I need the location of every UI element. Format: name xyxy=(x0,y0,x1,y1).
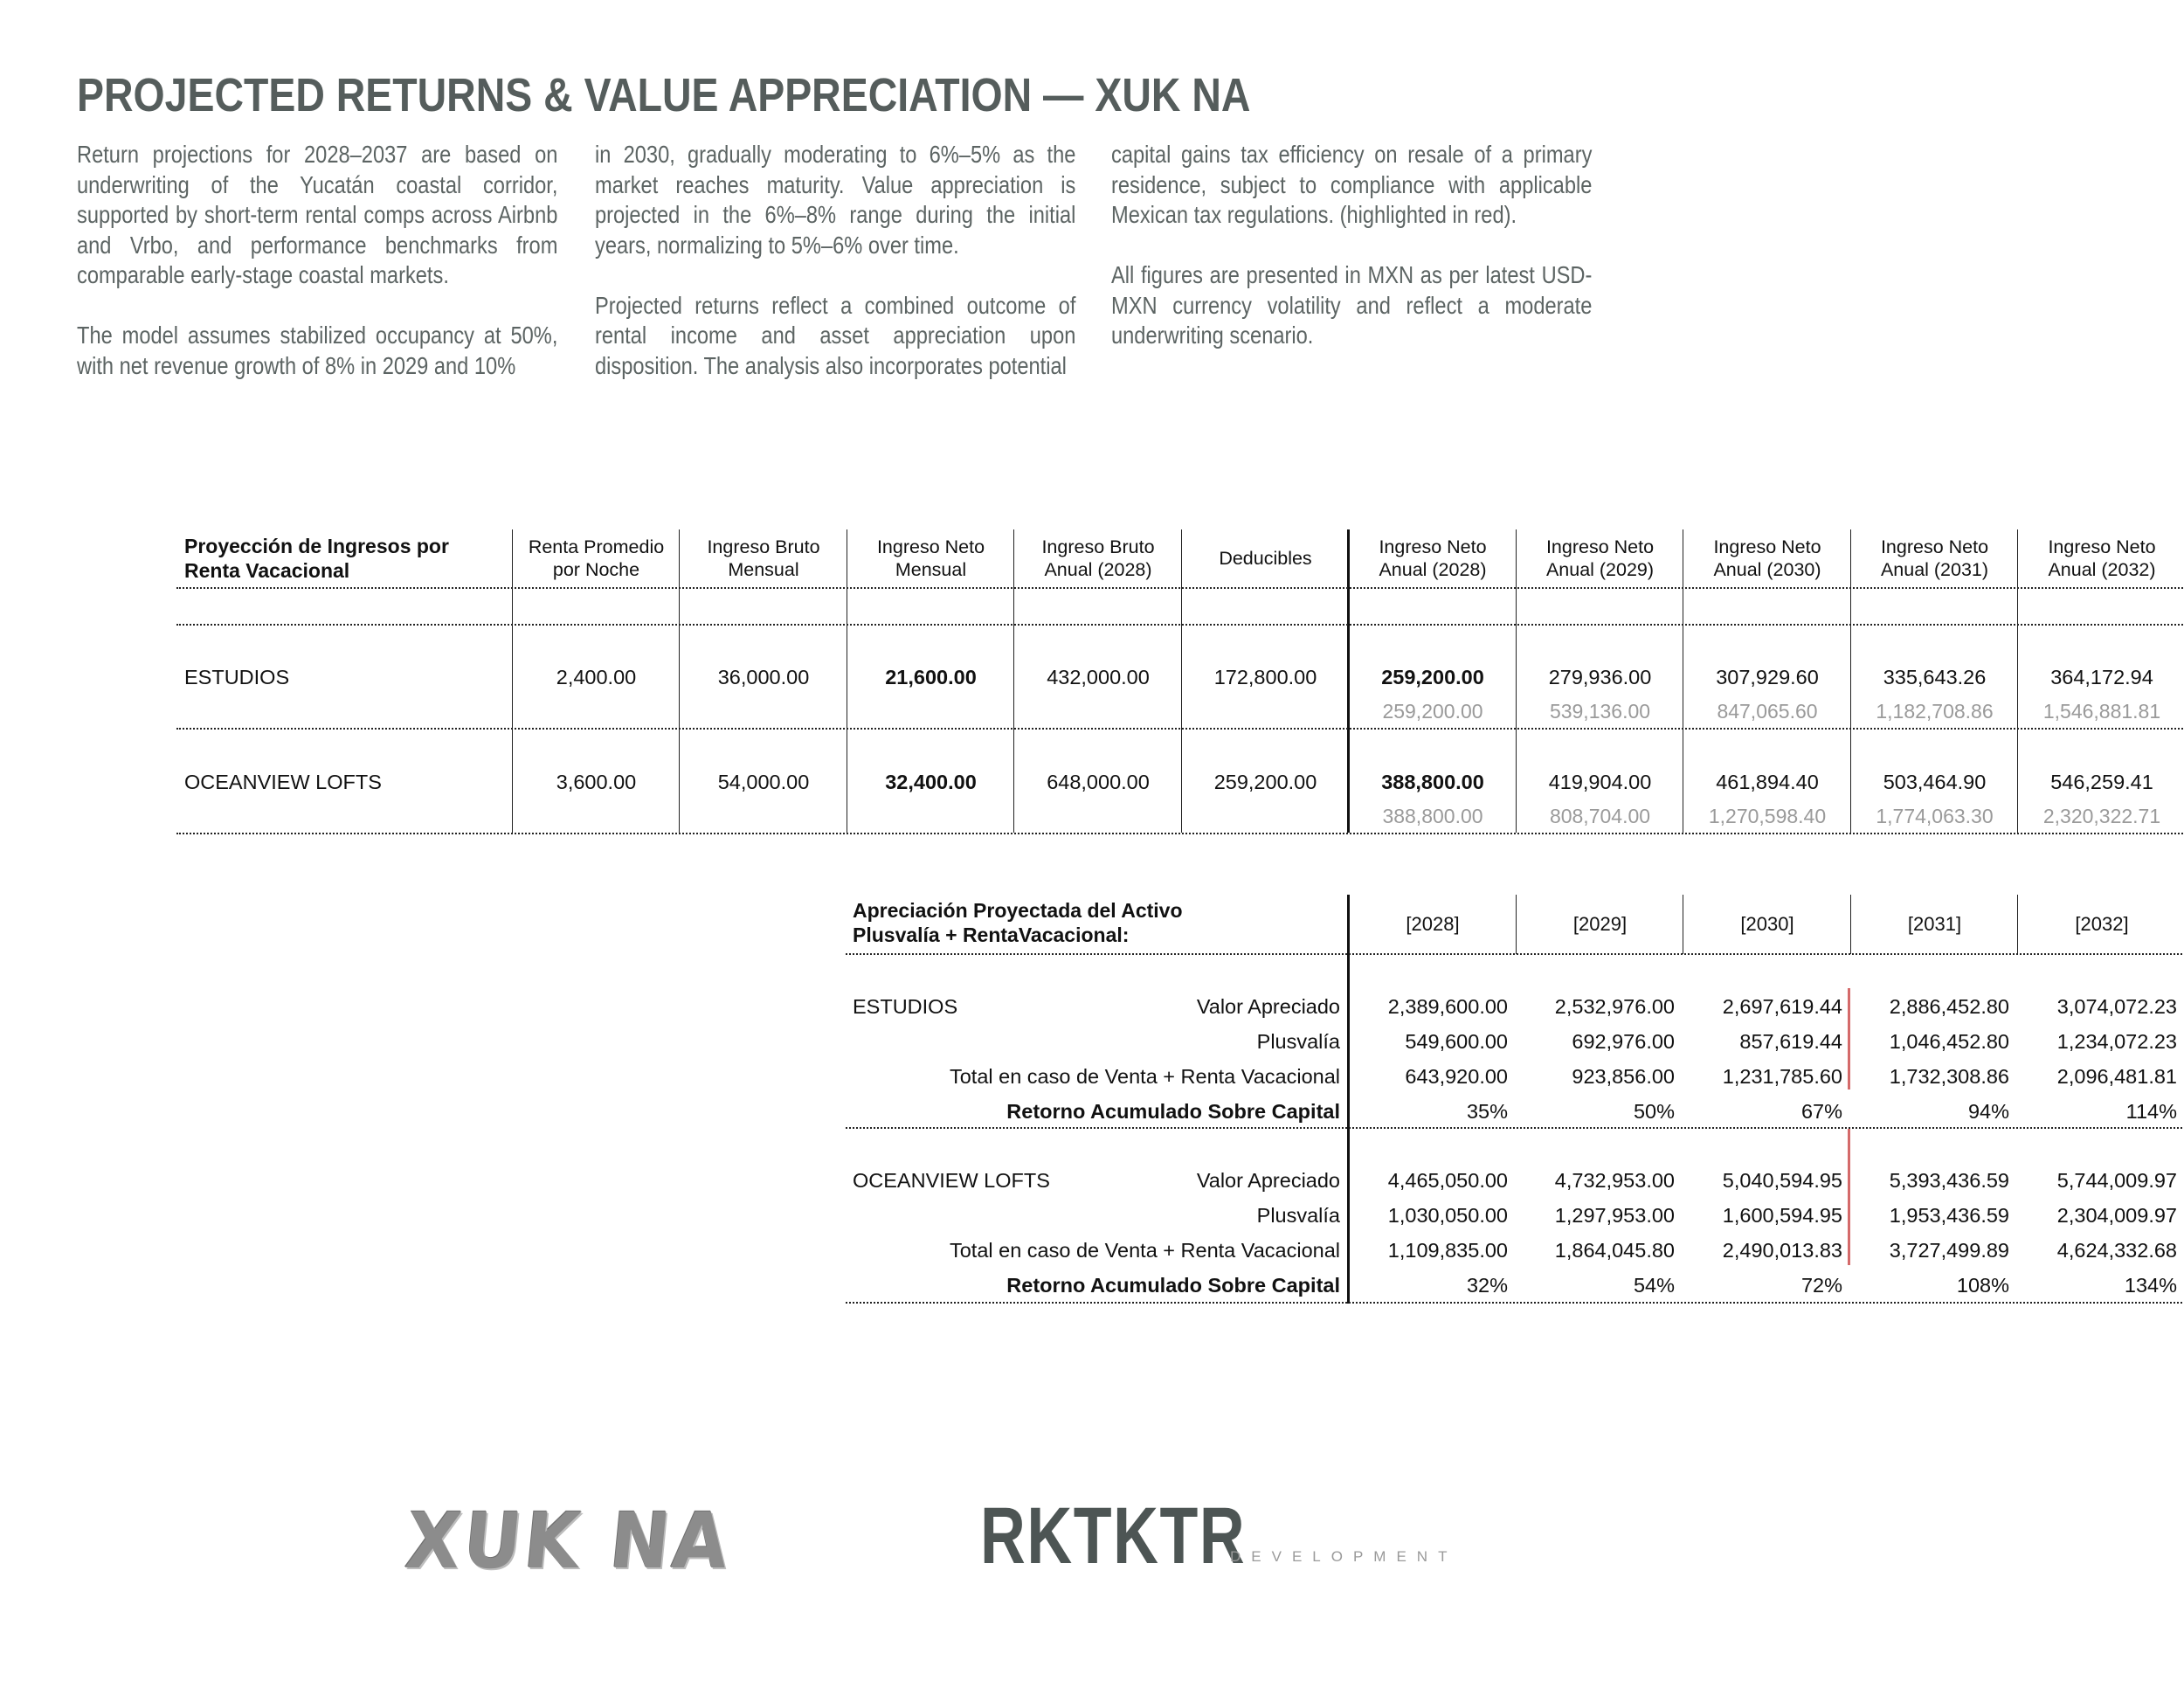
intro-column-1 xyxy=(77,140,557,381)
appreciation-cell: 4,465,050.00 xyxy=(1387,1169,1508,1192)
column-header: por Noche xyxy=(552,559,640,580)
tax-highlight-marker xyxy=(1848,1129,1850,1265)
appreciation-cell: 67% xyxy=(1800,1100,1842,1123)
intro-paragraph: The model assumes stabilized occupancy at 50%, with net revenue growth of 8% in 2029 and 10% xyxy=(77,322,558,379)
income-cell: 259,200.00 xyxy=(1213,771,1317,793)
income-cell: 388,800.00 xyxy=(1381,771,1484,793)
appreciation-cell: 5,744,009.97 xyxy=(2056,1169,2177,1192)
appreciation-cell: 692,976.00 xyxy=(1572,1030,1675,1053)
page-title: PROJECTED RETURNS & VALUE APPRECIATION — XUK NA xyxy=(77,69,1251,121)
appreciation-cell: 5,040,594.95 xyxy=(1722,1169,1842,1192)
income-cell: 2,400.00 xyxy=(556,666,637,688)
cumulative-income-cell: 1,774,063.30 xyxy=(1876,805,1994,827)
xuk-na-logo: XUK NA xyxy=(402,1496,736,1586)
appreciation-cell: 1,030,050.00 xyxy=(1387,1204,1508,1227)
appreciation-cell: 54% xyxy=(1633,1274,1675,1297)
income-cell: 307,929.60 xyxy=(1716,666,1819,688)
appreciation-cell: 2,532,976.00 xyxy=(1554,995,1675,1018)
appreciation-cell: 1,864,045.80 xyxy=(1554,1239,1675,1262)
row-divider xyxy=(846,1302,2184,1304)
appreciation-cell: 2,697,619.44 xyxy=(1722,995,1842,1018)
appreciation-cell: 2,886,452.80 xyxy=(1889,995,2009,1018)
income-cell: 279,936.00 xyxy=(1548,666,1652,688)
appreciation-cell: 3,074,072.23 xyxy=(2056,995,2177,1018)
appreciation-cell: 50% xyxy=(1633,1100,1675,1123)
column-header: Ingreso Bruto xyxy=(1041,536,1155,557)
appreciation-cell: 2,389,600.00 xyxy=(1387,995,1508,1018)
income-table-label: Renta Vacacional xyxy=(184,559,350,582)
appreciation-cell: 1,046,452.80 xyxy=(1889,1030,2009,1053)
appreciation-cell: 94% xyxy=(1967,1100,2009,1123)
income-cell: 461,894.40 xyxy=(1716,771,1819,793)
row-divider xyxy=(846,953,2184,955)
row-divider xyxy=(176,624,2184,626)
cumulative-income-cell: 1,546,881.81 xyxy=(2042,700,2161,723)
row-divider xyxy=(846,1127,2184,1129)
column-header: Anual (2030) xyxy=(1713,559,1821,580)
appreciation-cell: 2,096,481.81 xyxy=(2056,1065,2177,1088)
column-header: Ingreso Bruto xyxy=(707,536,820,557)
column-header: Ingreso Neto xyxy=(1379,536,1487,557)
group-label: OCEANVIEW LOFTS xyxy=(853,1169,1050,1192)
year-header: [2028] xyxy=(1406,913,1460,935)
cumulative-income-cell: 2,320,322.71 xyxy=(2042,805,2161,827)
column-header: Ingreso Neto xyxy=(1713,536,1821,557)
income-cell: 32,400.00 xyxy=(885,771,977,793)
metric-label: Plusvalía xyxy=(1256,1030,1340,1053)
metric-label: Valor Apreciado xyxy=(1196,995,1340,1018)
income-cell: 172,800.00 xyxy=(1213,666,1317,688)
appreciation-cell: 1,231,785.60 xyxy=(1722,1065,1842,1088)
cumulative-income-cell: 1,182,708.86 xyxy=(1876,700,1994,723)
row-divider xyxy=(176,587,2184,589)
column-header: Mensual xyxy=(895,559,967,580)
metric-label: Plusvalía xyxy=(1256,1204,1340,1227)
income-cell: 546,259.41 xyxy=(2050,771,2153,793)
appreciation-cell: 32% xyxy=(1466,1274,1508,1297)
intro-paragraph: Projected returns reflect a combined outcome of rental income and asset appreciation upon disposition. The analysis also incorporates potential xyxy=(595,291,1076,379)
appreciation-cell: 108% xyxy=(1956,1274,2009,1297)
appreciation-cell: 4,624,332.68 xyxy=(2056,1239,2177,1262)
column-header: Renta Promedio xyxy=(528,536,665,557)
income-cell: 364,172.94 xyxy=(2050,666,2153,688)
column-header: Anual (2032) xyxy=(2048,559,2156,580)
income-cell: 259,200.00 xyxy=(1381,666,1484,688)
development-wordmark: DEVELOPMENT xyxy=(1230,1548,1458,1565)
appreciation-cell: 35% xyxy=(1466,1100,1508,1123)
appreciation-cell: 923,856.00 xyxy=(1572,1065,1675,1088)
row-label: ESTUDIOS xyxy=(184,666,290,688)
appreciation-cell: 134% xyxy=(2124,1274,2177,1297)
appreciation-cell: 5,393,436.59 xyxy=(1889,1169,2009,1192)
appreciation-cell: 4,732,953.00 xyxy=(1554,1169,1675,1192)
cumulative-income-cell: 808,704.00 xyxy=(1549,805,1651,827)
intro-column-2 xyxy=(595,140,1075,381)
income-table-label: Proyección de Ingresos por xyxy=(184,535,449,557)
metric-label: Retorno Acumulado Sobre Capital xyxy=(1006,1274,1340,1297)
appreciation-cell: 1,953,436.59 xyxy=(1889,1204,2009,1227)
intro-paragraph: All figures are presented in MXN as per latest USD-MXN currency volatility and reflect a moderate underwriting scenario. xyxy=(1111,261,1593,349)
income-cell: 419,904.00 xyxy=(1548,771,1652,793)
appreciation-cell: 1,234,072.23 xyxy=(2056,1030,2177,1053)
appreciation-cell: 643,920.00 xyxy=(1405,1065,1508,1088)
cumulative-income-cell: 259,200.00 xyxy=(1382,700,1483,723)
appreciation-cell: 857,619.44 xyxy=(1739,1030,1842,1053)
appreciation-cell: 2,490,013.83 xyxy=(1722,1239,1842,1262)
intro-paragraph: in 2030, gradually moderating to 6%–5% as the market reaches maturity. Value appreciation is projected in the 6%–8% range during the initial years, normalizing to 5%–6% over time. xyxy=(595,141,1076,259)
intro-paragraph: Return projections for 2028–2037 are based on underwriting of the Yucatán coastal corridor, supported by short-term rental comps across Airbnb and Vrbo, and performance benchmarks from comparable early-stage coastal markets. xyxy=(77,141,558,288)
appreciation-cell: 1,297,953.00 xyxy=(1554,1204,1675,1227)
column-header: Ingreso Neto xyxy=(1880,536,1989,557)
appreciation-cell: 2,304,009.97 xyxy=(2056,1204,2177,1227)
metric-label: Total en caso de Venta + Renta Vacacional xyxy=(949,1065,1340,1088)
column-header: Ingreso Neto xyxy=(876,536,985,557)
appreciation-table-label: Apreciación Proyectada del Activo xyxy=(853,899,1183,922)
income-cell: 36,000.00 xyxy=(717,666,810,688)
column-header: Anual (2029) xyxy=(1545,559,1655,580)
income-cell: 648,000.00 xyxy=(1047,771,1150,793)
group-label: ESTUDIOS xyxy=(853,995,958,1018)
metric-label: Retorno Acumulado Sobre Capital xyxy=(1006,1100,1340,1123)
column-header: Mensual xyxy=(728,559,799,580)
rktktr-logo: RKTKTR xyxy=(980,1491,1247,1581)
income-cell: 21,600.00 xyxy=(885,666,977,688)
intro-column-3 xyxy=(1111,140,1592,351)
income-cell: 335,643.26 xyxy=(1883,666,1987,688)
cumulative-income-cell: 847,065.60 xyxy=(1717,700,1818,723)
column-header: Ingreso Neto xyxy=(2048,536,2156,557)
appreciation-cell: 3,727,499.89 xyxy=(1889,1239,2009,1262)
income-cell: 432,000.00 xyxy=(1047,666,1150,688)
income-cell: 503,464.90 xyxy=(1883,771,1987,793)
appreciation-cell: 1,732,308.86 xyxy=(1889,1065,2009,1088)
year-header: [2029] xyxy=(1572,913,1628,935)
appreciation-cell: 1,600,594.95 xyxy=(1722,1204,1842,1227)
metric-label: Valor Apreciado xyxy=(1196,1169,1340,1192)
row-divider xyxy=(176,833,2184,834)
column-header: Anual (2031) xyxy=(1880,559,1989,580)
column-header: Anual (2028) xyxy=(1379,559,1487,580)
appreciation-cell: 72% xyxy=(1800,1274,1842,1297)
cumulative-income-cell: 1,270,598.40 xyxy=(1708,805,1827,827)
column-header: Anual (2028) xyxy=(1044,559,1152,580)
row-label: OCEANVIEW LOFTS xyxy=(184,771,382,793)
metric-label: Total en caso de Venta + Renta Vacacional xyxy=(949,1239,1340,1262)
income-cell: 3,600.00 xyxy=(556,771,637,793)
appreciation-cell: 114% xyxy=(2125,1100,2177,1123)
appreciation-table-label: Plusvalía + RentaVacacional: xyxy=(853,924,1130,946)
intro-paragraph: capital gains tax efficiency on resale of a primary residence, subject to compliance with applicable Mexican tax regulations. (highlighted in red). xyxy=(1111,141,1593,228)
appreciation-cell: 549,600.00 xyxy=(1405,1030,1508,1053)
appreciation-cell: 1,109,835.00 xyxy=(1387,1239,1508,1262)
cumulative-income-cell: 388,800.00 xyxy=(1382,805,1483,827)
tax-highlight-marker xyxy=(1848,988,1850,1090)
column-header: Ingreso Neto xyxy=(1545,536,1655,557)
row-divider xyxy=(176,728,2184,730)
year-header: [2030] xyxy=(1740,913,1794,935)
income-cell: 54,000.00 xyxy=(717,771,810,793)
year-header: [2032] xyxy=(2075,913,2129,935)
year-header: [2031] xyxy=(1907,913,1962,935)
cumulative-income-cell: 539,136.00 xyxy=(1549,700,1651,723)
column-header: Deducibles xyxy=(1219,548,1312,569)
